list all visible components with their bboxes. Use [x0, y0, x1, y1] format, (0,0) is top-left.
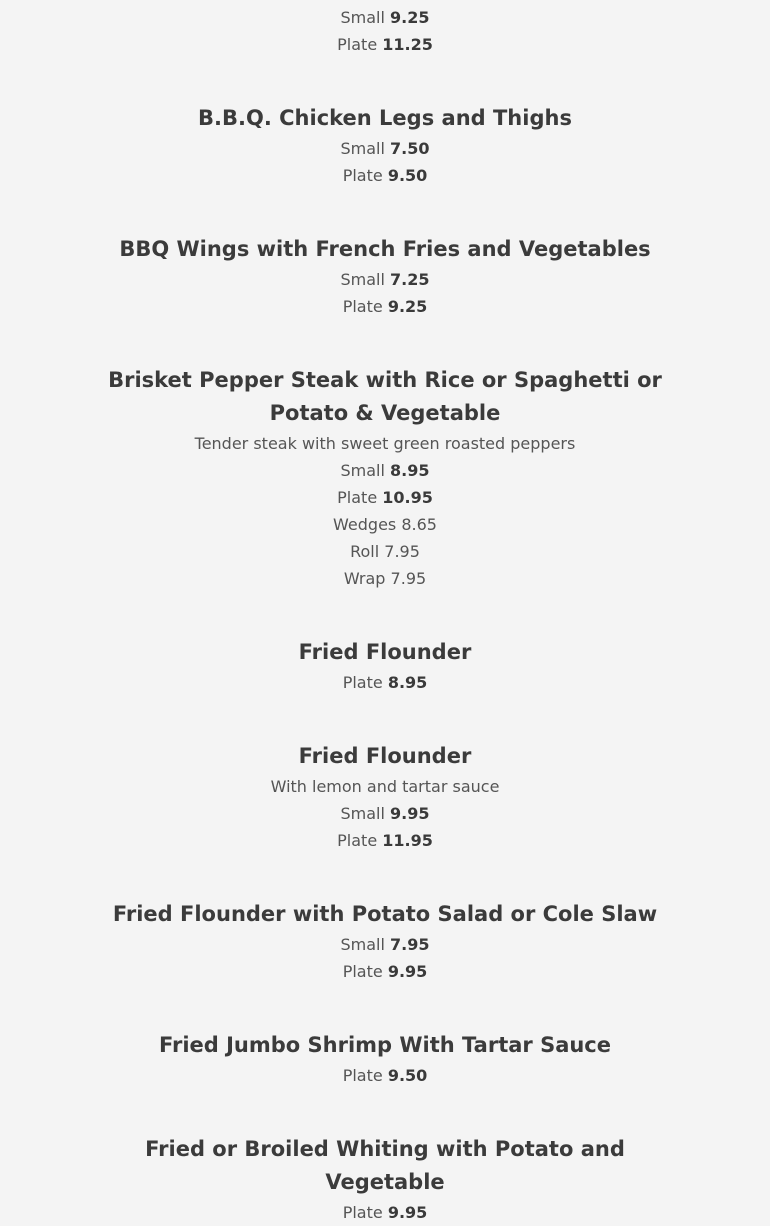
menu-item [0, 4, 770, 58]
price-value: 11.25 [382, 35, 433, 54]
size-label: Plate [342, 962, 383, 981]
size-label: Plate [337, 831, 378, 850]
item-title: B.B.Q. Chicken Legs and Thighs [198, 106, 572, 130]
size-label: Small [340, 139, 385, 158]
size-label: Plate [337, 488, 378, 507]
price-line [0, 958, 770, 985]
size-label: Wrap [343, 569, 386, 588]
price-line [0, 538, 770, 565]
price-value: 9.50 [387, 1066, 428, 1085]
price-line [0, 31, 770, 58]
menu-item [0, 898, 770, 985]
item-description: With lemon and tartar sauce [270, 777, 500, 796]
item-title: Fried Flounder [298, 744, 472, 768]
price-value: 8.95 [387, 673, 428, 692]
item-title: BBQ Wings with French Fries and Vegetables [119, 237, 651, 261]
price-line [0, 931, 770, 958]
item-title: Brisket Pepper Steak with Rice or Spaghetti or Potato & Vegetable [108, 368, 662, 425]
price-line [0, 135, 770, 162]
menu-item [0, 636, 770, 696]
size-label: Small [340, 8, 385, 27]
size-label: Plate [342, 1066, 383, 1085]
size-label: Small [340, 461, 385, 480]
price-value: 9.50 [387, 166, 428, 185]
size-label: Roll [350, 542, 380, 561]
size-label: Small [340, 804, 385, 823]
item-description: Tender steak with sweet green roasted peppers [194, 434, 576, 453]
price-line [0, 484, 770, 511]
price-line [0, 565, 770, 592]
menu-item [0, 233, 770, 320]
price-value: 9.95 [387, 962, 428, 981]
price-value: 10.95 [382, 488, 433, 507]
price-value: 11.95 [382, 831, 433, 850]
price-line [0, 162, 770, 189]
item-title: Fried Flounder [298, 640, 472, 664]
size-label: Plate [342, 673, 383, 692]
price-value: 7.95 [390, 935, 430, 954]
menu-item [0, 102, 770, 189]
price-line [0, 293, 770, 320]
price-value: 8.95 [390, 461, 430, 480]
price-value: 9.25 [390, 8, 430, 27]
price-value: 8.65 [401, 515, 437, 534]
item-title: Fried Jumbo Shrimp With Tartar Sauce [158, 1033, 612, 1057]
menu-item [0, 1029, 770, 1089]
price-line [0, 1199, 770, 1226]
price-line [0, 669, 770, 696]
size-label: Plate [342, 1203, 383, 1222]
size-label: Wedges [333, 515, 397, 534]
price-line [0, 266, 770, 293]
menu-item [0, 364, 770, 592]
size-label: Small [340, 270, 385, 289]
price-value: 7.95 [384, 542, 420, 561]
item-title: Fried or Broiled Whiting with Potato and Vegetable [145, 1137, 625, 1194]
price-value: 9.95 [387, 1203, 428, 1222]
size-label: Plate [342, 297, 383, 316]
size-label: Plate [337, 35, 378, 54]
price-line [0, 511, 770, 538]
price-line [0, 1062, 770, 1089]
price-value: 9.25 [387, 297, 428, 316]
menu-item [0, 1133, 770, 1226]
price-value: 9.95 [390, 804, 430, 823]
price-line [0, 800, 770, 827]
price-value: 7.95 [390, 569, 427, 588]
price-line [0, 827, 770, 854]
size-label: Small [340, 935, 385, 954]
menu-list [0, 4, 770, 1226]
price-line [0, 457, 770, 484]
price-value: 7.50 [390, 139, 430, 158]
item-title: Fried Flounder with Potato Salad or Cole Slaw [112, 902, 658, 926]
size-label: Plate [342, 166, 383, 185]
price-line [0, 4, 770, 31]
menu-item [0, 740, 770, 854]
price-value: 7.25 [390, 270, 430, 289]
